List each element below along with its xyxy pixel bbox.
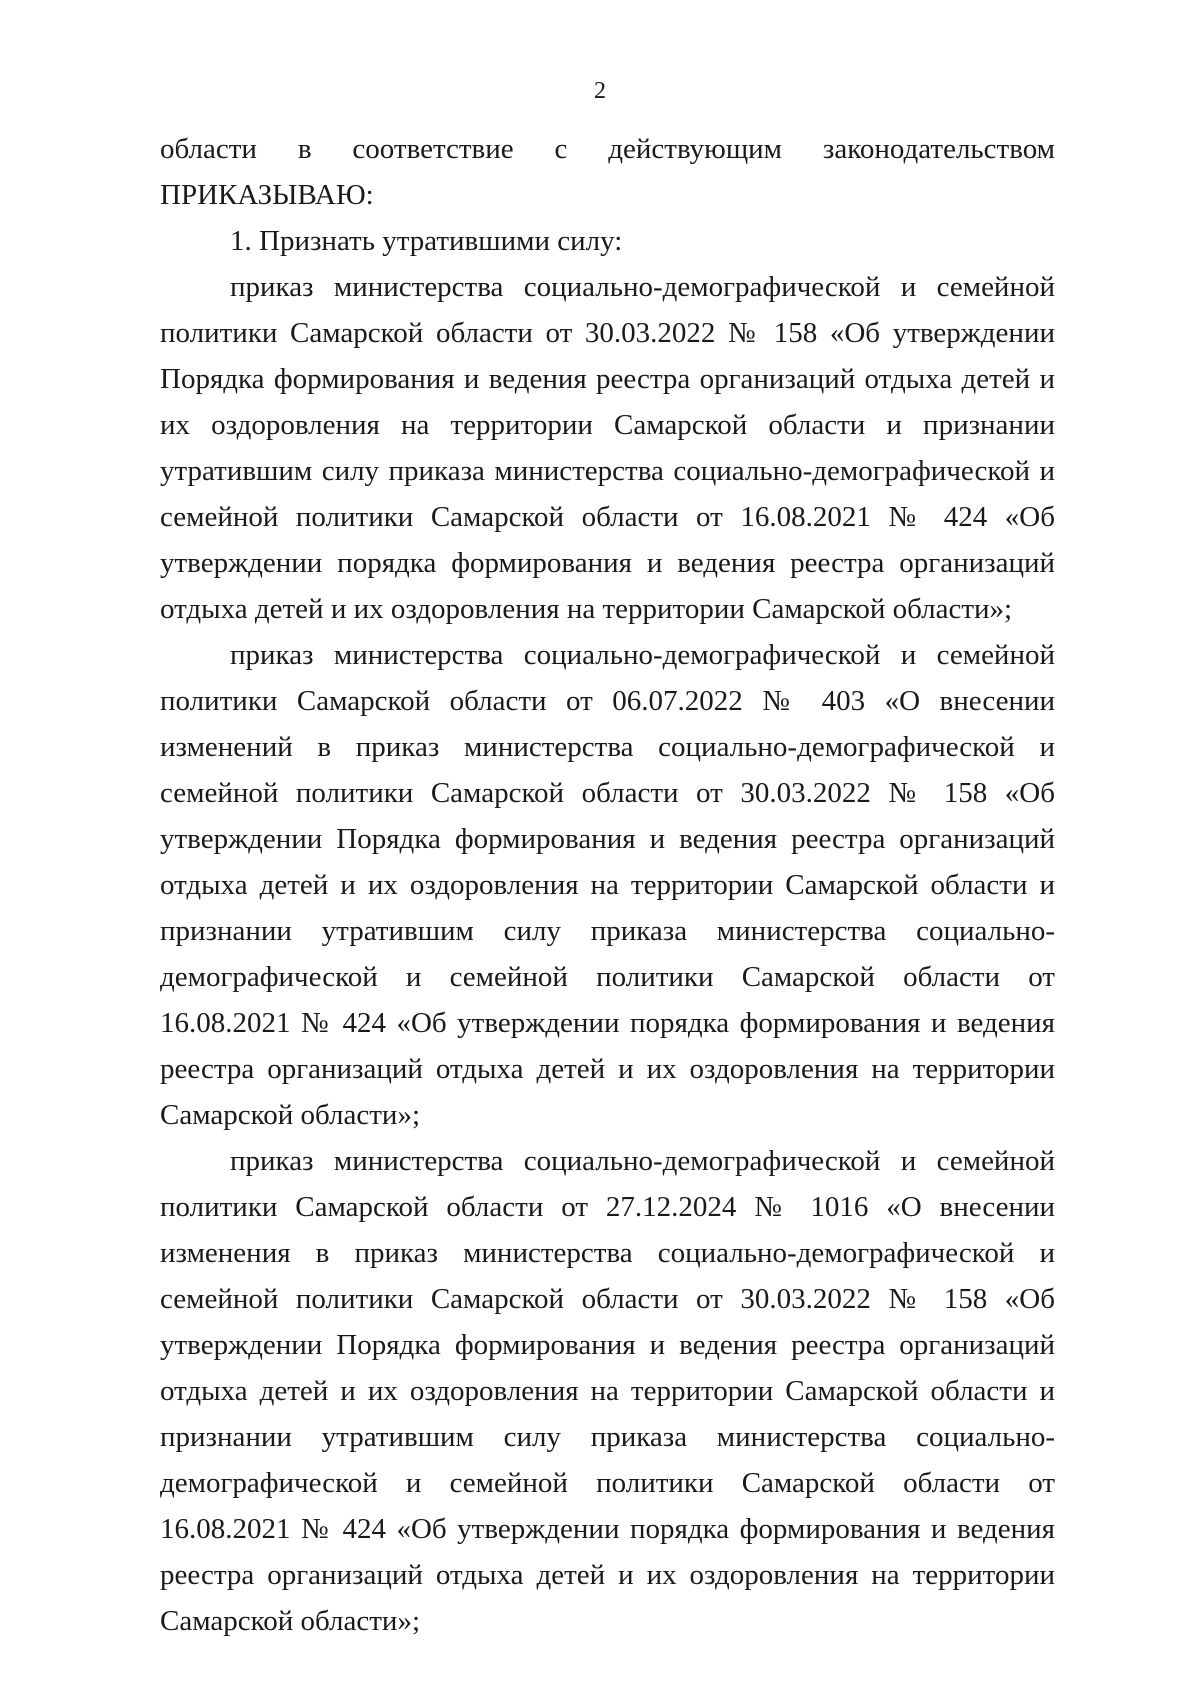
paragraph-order-158: приказ министерства социально-демографической и семейной политики Самарской области от 30.03.2022 № 158 «Об утверждении Порядка формирования и ведения реестра организаций отдыха детей и их оздоровления на территории Самарской области и признании утратившим силу приказа министерства социально-демографической и семейной политики Самарской области от 16.08.2021 № 424 «Об утверждении порядка формирования и ведения реестра организаций отдыха детей и их оздоровления на территории Самарской области»; bbox=[160, 271, 1055, 625]
page-number: 2 bbox=[594, 78, 606, 104]
paragraph-intro: области в соответствие с действующим законодательством ПРИКАЗЫВАЮ: bbox=[160, 133, 1055, 211]
paragraph-item-1: 1. Признать утратившими силу: bbox=[230, 225, 623, 257]
paragraph-order-1016: приказ министерства социально-демографической и семейной политики Самарской области от 27.12.2024 № 1016 «О внесении изменения в приказ министерства социально-демографической и семейной политики Самарской области от 30.03.2022 № 158 «Об утверждении Порядка формирования и ведения реестра организаций отдыха детей и их оздоровления на территории Самарской области и признании утратившим силу приказа министерства социально-демографической и семейной политики Самарской области от 16.08.2021 № 424 «Об утверждении порядка формирования и ведения реестра организаций отдыха детей и их оздоровления на территории Самарской области»; bbox=[160, 1145, 1055, 1637]
document-body bbox=[160, 126, 1055, 1644]
paragraph-order-403: приказ министерства социально-демографической и семейной политики Самарской области от 06.07.2022 № 403 «О внесении изменений в приказ министерства социально-демографической и семейной политики Самарской области от 30.03.2022 № 158 «Об утверждении Порядка формирования и ведения реестра организаций отдыха детей и их оздоровления на территории Самарской области и признании утратившим силу приказа министерства социально-демографической и семейной политики Самарской области от 16.08.2021 № 424 «Об утверждении порядка формирования и ведения реестра организаций отдыха детей и их оздоровления на территории Самарской области»; bbox=[160, 639, 1055, 1131]
